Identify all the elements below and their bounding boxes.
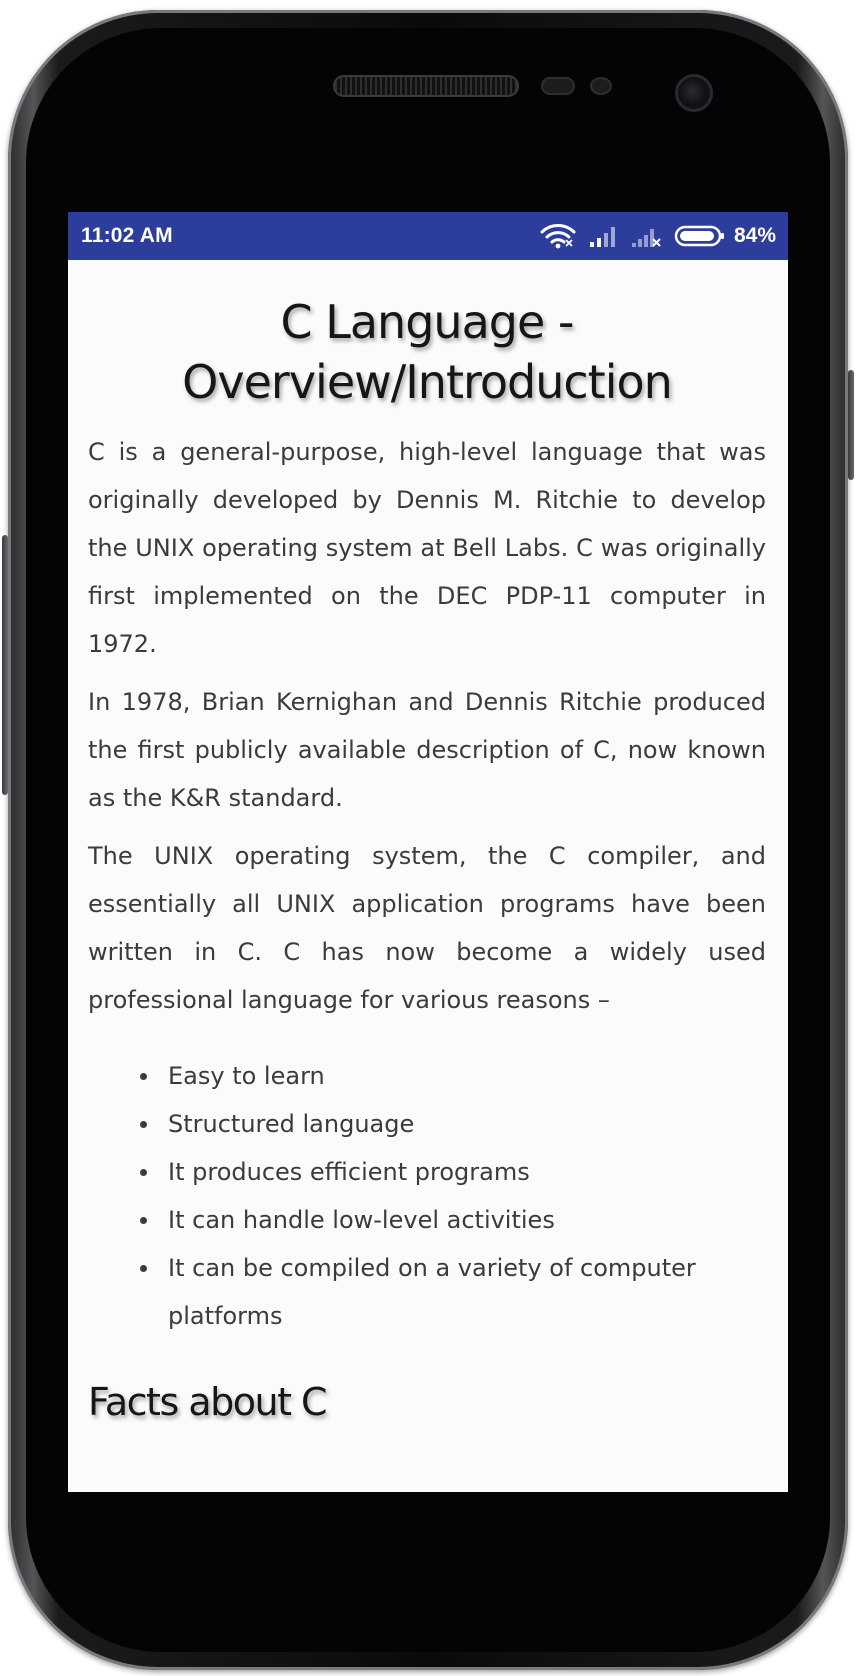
signal-no-sim-icon xyxy=(630,224,662,248)
list-item: It can handle low-level activities xyxy=(168,1196,766,1244)
paragraph-intro: C is a general-purpose, high-level language that was originally developed by Dennis M. Ritchie to develop the UNIX operating system at Bell Labs. C was originally first implemented on the DEC PDP-11 computer in 1972. xyxy=(88,438,766,658)
status-icons xyxy=(540,221,776,251)
list-item: It produces efficient programs xyxy=(168,1148,766,1196)
proximity-sensor xyxy=(541,77,575,95)
status-bar xyxy=(68,212,788,260)
earpiece-speaker xyxy=(333,75,519,97)
page-title xyxy=(88,292,766,412)
page-title-line2: Overview/Introduction xyxy=(182,355,672,409)
light-sensor xyxy=(590,77,612,95)
signal-icon xyxy=(588,224,618,248)
battery-icon xyxy=(674,224,726,248)
page-title-line1: C Language - xyxy=(280,295,574,349)
wifi-icon xyxy=(540,223,576,249)
article-content xyxy=(88,260,766,1428)
screen xyxy=(68,212,788,1492)
reasons-list xyxy=(88,1052,766,1340)
list-item: Structured language xyxy=(168,1100,766,1148)
power-button xyxy=(848,370,854,480)
paragraph-kr-standard: In 1978, Brian Kernighan and Dennis Ritchie produced the first publicly available description of C, now known as the K&R standard. xyxy=(88,688,766,812)
front-camera xyxy=(675,74,713,112)
list-item: Easy to learn xyxy=(168,1052,766,1100)
section-heading: Facts about C xyxy=(88,1380,327,1424)
battery-percentage: 84% xyxy=(733,224,776,247)
list-item: It can be compiled on a variety of computer platforms xyxy=(168,1244,766,1340)
volume-button xyxy=(2,535,8,795)
paragraph-reasons-intro: The UNIX operating system, the C compiler, and essentially all UNIX application programs have been written in C. C has now become a widely used professional language for various reasons – xyxy=(88,842,766,1014)
status-time: 11:02 AM xyxy=(81,224,173,247)
